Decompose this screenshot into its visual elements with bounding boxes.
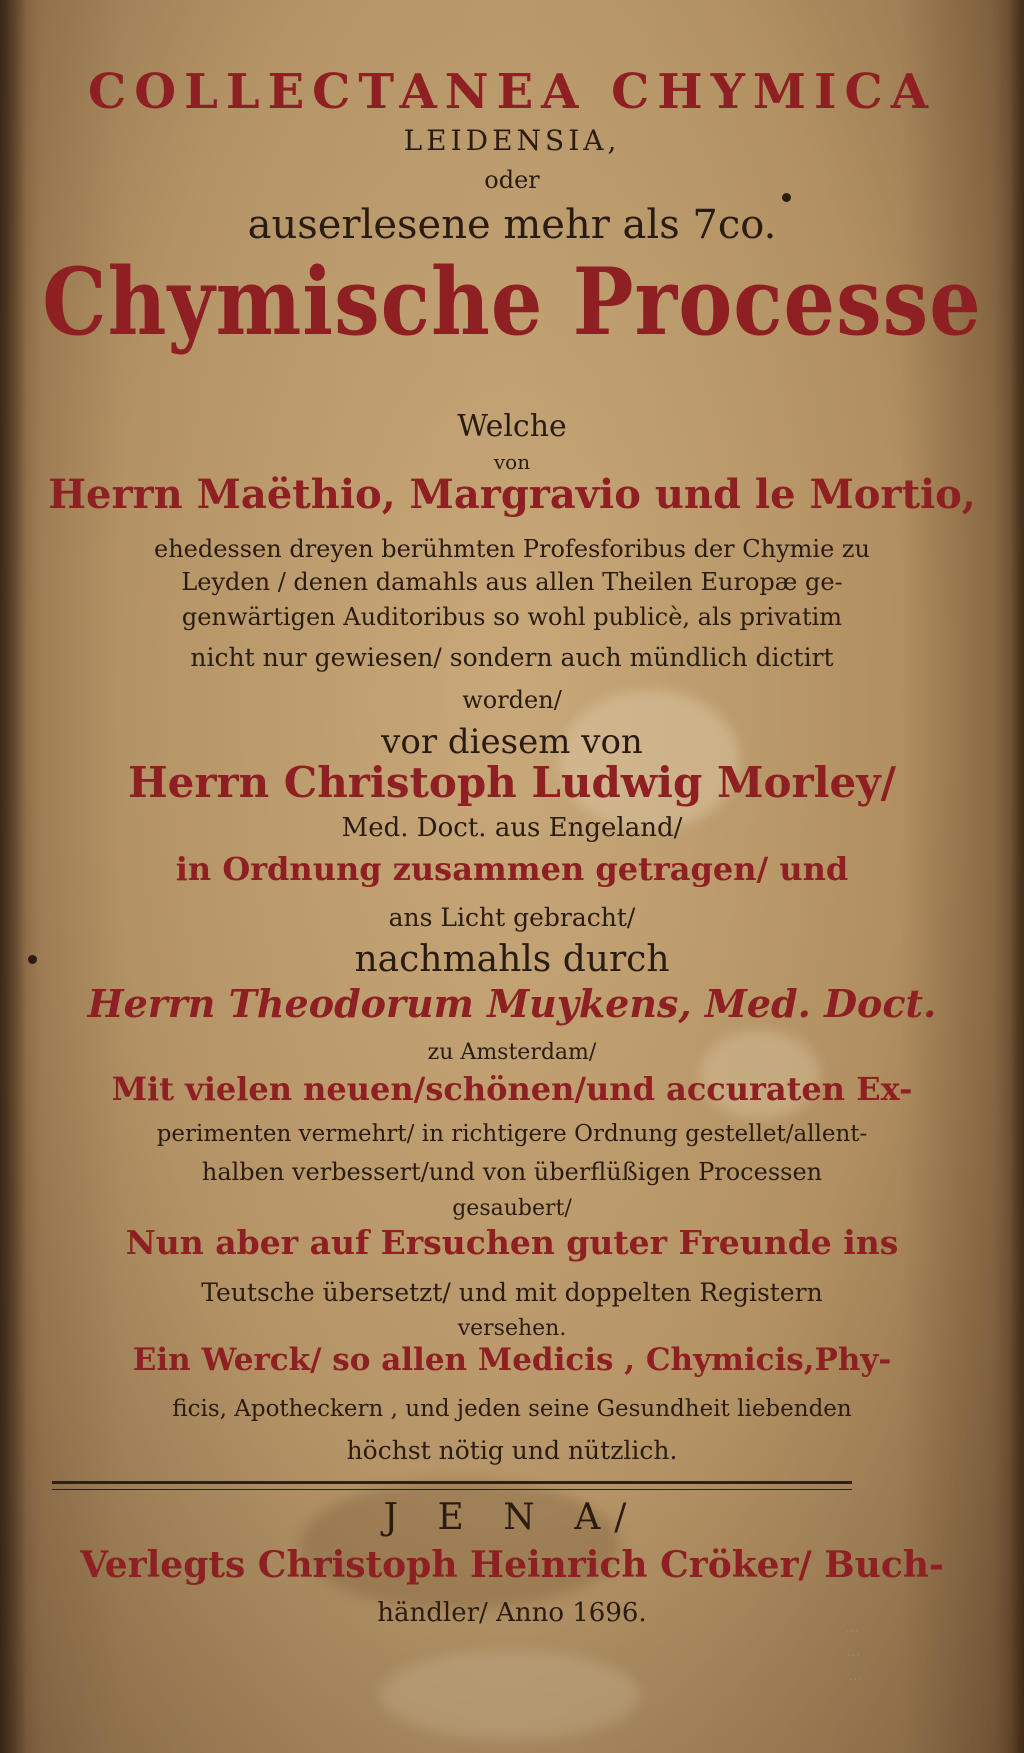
body-line: ficis, Apotheckern , und jeden seine Gesundheit liebenden xyxy=(172,1396,852,1422)
body-line-red: in Ordnung zusammen getragen/ und xyxy=(175,850,849,888)
imprint-place: J E N A/ xyxy=(383,1497,641,1538)
divider-rule xyxy=(52,1489,852,1490)
imprint-year: händler/ Anno 1696. xyxy=(377,1598,647,1628)
body-line: ehedessen dreyen berühmten Profesforibus der Chymie zu xyxy=(153,535,870,563)
body-line: genwärtigen Auditoribus so wohl publicè, als privatim xyxy=(181,603,843,631)
body-line: gesaubert/ xyxy=(452,1196,572,1221)
editor-muykens: Herrn Theodorum Muykens, Med. Doct. xyxy=(87,981,937,1026)
body-line: worden/ xyxy=(462,686,562,714)
title-collectanea: COLLECTANEA CHYMICA xyxy=(88,64,936,120)
divider-rule xyxy=(52,1481,852,1484)
ink-dot xyxy=(28,955,37,964)
body-line: nicht nur gewiesen/ sondern auch mündlich dictirt xyxy=(190,643,834,672)
title-auserlesene: auserlesene mehr als 7co. xyxy=(247,202,777,248)
text-welche: Welche xyxy=(457,409,567,444)
imprint-publisher: Verlegts Christoph Heinrich Cröker/ Buch- xyxy=(80,1544,944,1586)
body-line: höchst nötig und nützlich. xyxy=(346,1436,678,1465)
library-stamp: ... ... ... xyxy=(843,1617,863,1685)
page-edge xyxy=(1010,0,1024,1753)
body-line-red: Mit vielen neuen/schönen/und accuraten Ex- xyxy=(111,1070,913,1108)
body-line-red: Ein Werck/ so allen Medicis , Chymicis,Phy- xyxy=(132,1342,892,1378)
title-leidensia: LEIDENSIA, xyxy=(403,124,621,157)
paper-stain xyxy=(380,1650,640,1740)
body-line: Teutsche übersetzt/ und mit doppelten Registern xyxy=(201,1278,823,1307)
body-line: zu Amsterdam/ xyxy=(427,1040,597,1065)
body-line: Leyden / denen damahls aus allen Theilen Europæ ge- xyxy=(181,568,843,596)
ink-dot xyxy=(782,193,791,202)
body-line: halben verbessert/und von überflüßigen Processen xyxy=(201,1158,823,1186)
authors-line: Herrn Maëthio, Margravio und le Mortio, xyxy=(48,471,976,518)
body-line: perimenten vermehrt/ in richtigere Ordnung gestellet/allent- xyxy=(156,1121,868,1147)
body-line: versehen. xyxy=(457,1316,567,1341)
body-line: ans Licht gebracht/ xyxy=(388,903,636,932)
title-chymische-processe: Chymische Processe xyxy=(42,247,982,358)
body-line-red: Nun aber auf Ersuchen guter Freunde ins xyxy=(125,1223,899,1262)
text-von: von xyxy=(493,450,531,474)
body-line: nachmahls durch xyxy=(354,939,670,980)
body-line: Med. Doct. aus Engeland/ xyxy=(341,813,683,843)
spine-shadow xyxy=(0,0,26,1753)
title-oder: oder xyxy=(484,166,540,194)
editor-morley: Herrn Christoph Ludwig Morley/ xyxy=(127,758,897,807)
text-vor-diesem: vor diesem von xyxy=(381,722,643,762)
